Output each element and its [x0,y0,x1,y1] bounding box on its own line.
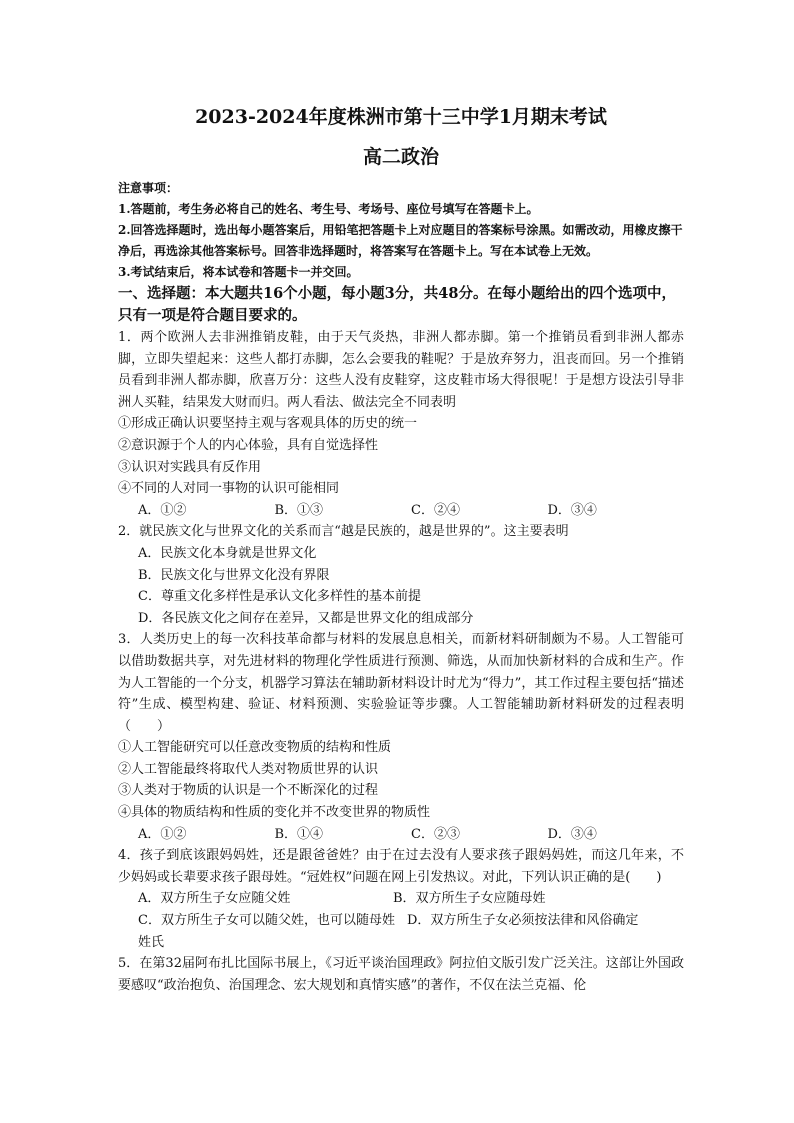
option-a: A．双方所生子女应随父姓 [138,891,291,907]
question-stem: 2．就民族文化与世界文化的关系而言“越是民族的，越是世界的”。这主要表明 [118,524,569,540]
options-row [118,910,684,932]
question-5 [118,953,684,996]
question-stem: 5．在第32届阿布扎比国际书展上，《习近平谈治国理政》阿拉伯文版引发广泛关注。这部让外国政要感叹“政治抱负、治国理念、宏大规划和真情实感”的著作，不仅在法兰克福、伦 [118,956,684,993]
exam-title: 2023-2024年度株洲市第十三中学1月期末考试 [195,106,607,128]
question-2 [118,521,684,629]
option-d: D．③④ [547,502,597,518]
options-row [118,500,684,522]
statement-item: ①形成正确认识要坚持主观与客观具体的历史的统一 [118,416,418,432]
option-a: A．①② [138,502,187,518]
notice-item-2: 2.回答选择题时，选出每小题答案后，用铅笔把答题卡上对应题目的答案标号涂黑。如需改动，用橡皮擦干净后，再选涂其他答案标号。回答非选择题时，将答案写在答题卡上。写在本试卷上无效。 [118,223,683,258]
option-b: B．民族文化与世界文化没有界限 [138,567,330,583]
option-b: B．双方所生子女应随母姓 [393,891,546,907]
option-d: D．各民族文化之间存在差异，又都是世界文化的组成部分 [138,610,474,626]
option-b: B．①④ [274,826,324,842]
question-1 [118,327,684,521]
question-stem: 4．孩子到底该跟妈妈姓，还是跟爸爸姓？由于在过去没有人要求孩子跟妈妈姓，而这几年来，不少妈妈或长辈要求孩子跟母姓。“冠姓权”问题在网上引发热议。对此，下列认识正确的是( ) [118,848,684,885]
option-a: A．①② [138,826,187,842]
notice-heading: 注意事项： [118,181,179,195]
option-c: C．双方所生子女可以随父姓，也可以随母姓 [138,913,395,929]
question-3 [118,629,684,845]
option-d-continued: 姓氏 [138,934,165,950]
statement-item: ④具体的物质结构和性质的变化并不改变世界的物质性 [118,805,431,821]
option-c: C．②③ [411,826,460,842]
statement-item: ③认识对实践具有反作用 [118,459,262,475]
notice-block [118,178,684,283]
option-c: C．尊重文化多样性是承认文化多样性的基本前提 [138,589,421,605]
options-row [118,888,684,910]
option-b: B．①③ [274,502,324,518]
statement-item: ②人工智能最终将取代人类对物质世界的认识 [118,761,379,777]
notice-item-1: 1.答题前，考生务必将自己的姓名、考生号、考场号、座位号填写在答题卡上。 [118,202,539,216]
statement-item: ①人工智能研究可以任意改变物质的结构和性质 [118,740,392,756]
options-row [118,824,684,846]
question-4 [118,845,684,953]
statement-item: ②意识源于个人的内心体验，具有自觉选择性 [118,437,379,453]
option-a: A．民族文化本身就是世界文化 [138,545,317,561]
section-heading: 一、选择题：本大题共16个小题，每小题3分，共48分。在每小题给出的四个选项中，只有一项是符合题目要求的。 [118,285,676,324]
statement-item: ③人类对于物质的认识是一个不断深化的过程 [118,783,379,799]
statement-item: ④不同的人对同一事物的认识可能相同 [118,481,340,497]
option-c: C．②④ [411,502,460,518]
option-d: D．③④ [547,826,597,842]
option-d: D．双方所生子女必须按法律和风俗确定 [406,913,639,929]
exam-page [118,104,684,996]
question-stem: 3．人类历史上的每一次科技革命都与材料的发展息息相关，而新材料研制颇为不易。人工智能可以借助数据共享，对先进材料的物理化学性质进行预测、筛选，从而加快新材料的合成和生产。作为人工智能的一个分支，机器学习算法在辅助新材料设计时尤为“得力”，其工作过程主要包括“描述符”生成、模型构建、验证、材料预测、实验验证等步骤。人工智能辅助新材料研发的过程表明（ ） [118,632,684,734]
exam-subject: 高二政治 [362,146,439,168]
notice-item-3: 3.考试结束后，将本试卷和答题卡一并交回。 [118,265,359,279]
question-stem: 1．两个欧洲人去非洲推销皮鞋，由于天气炎热，非洲人都赤脚。第一个推销员看到非洲人都赤脚，立即失望起来：这些人都打赤脚，怎么会要我的鞋呢？于是放弃努力，沮丧而回。另一个推销员看到非洲人都赤脚，欣喜万分：这些人没有皮鞋穿，这皮鞋市场大得很呢！于是想方设法引导非洲人买鞋，结果发大财而归。两人看法、做法完全不同表明 [118,330,684,410]
